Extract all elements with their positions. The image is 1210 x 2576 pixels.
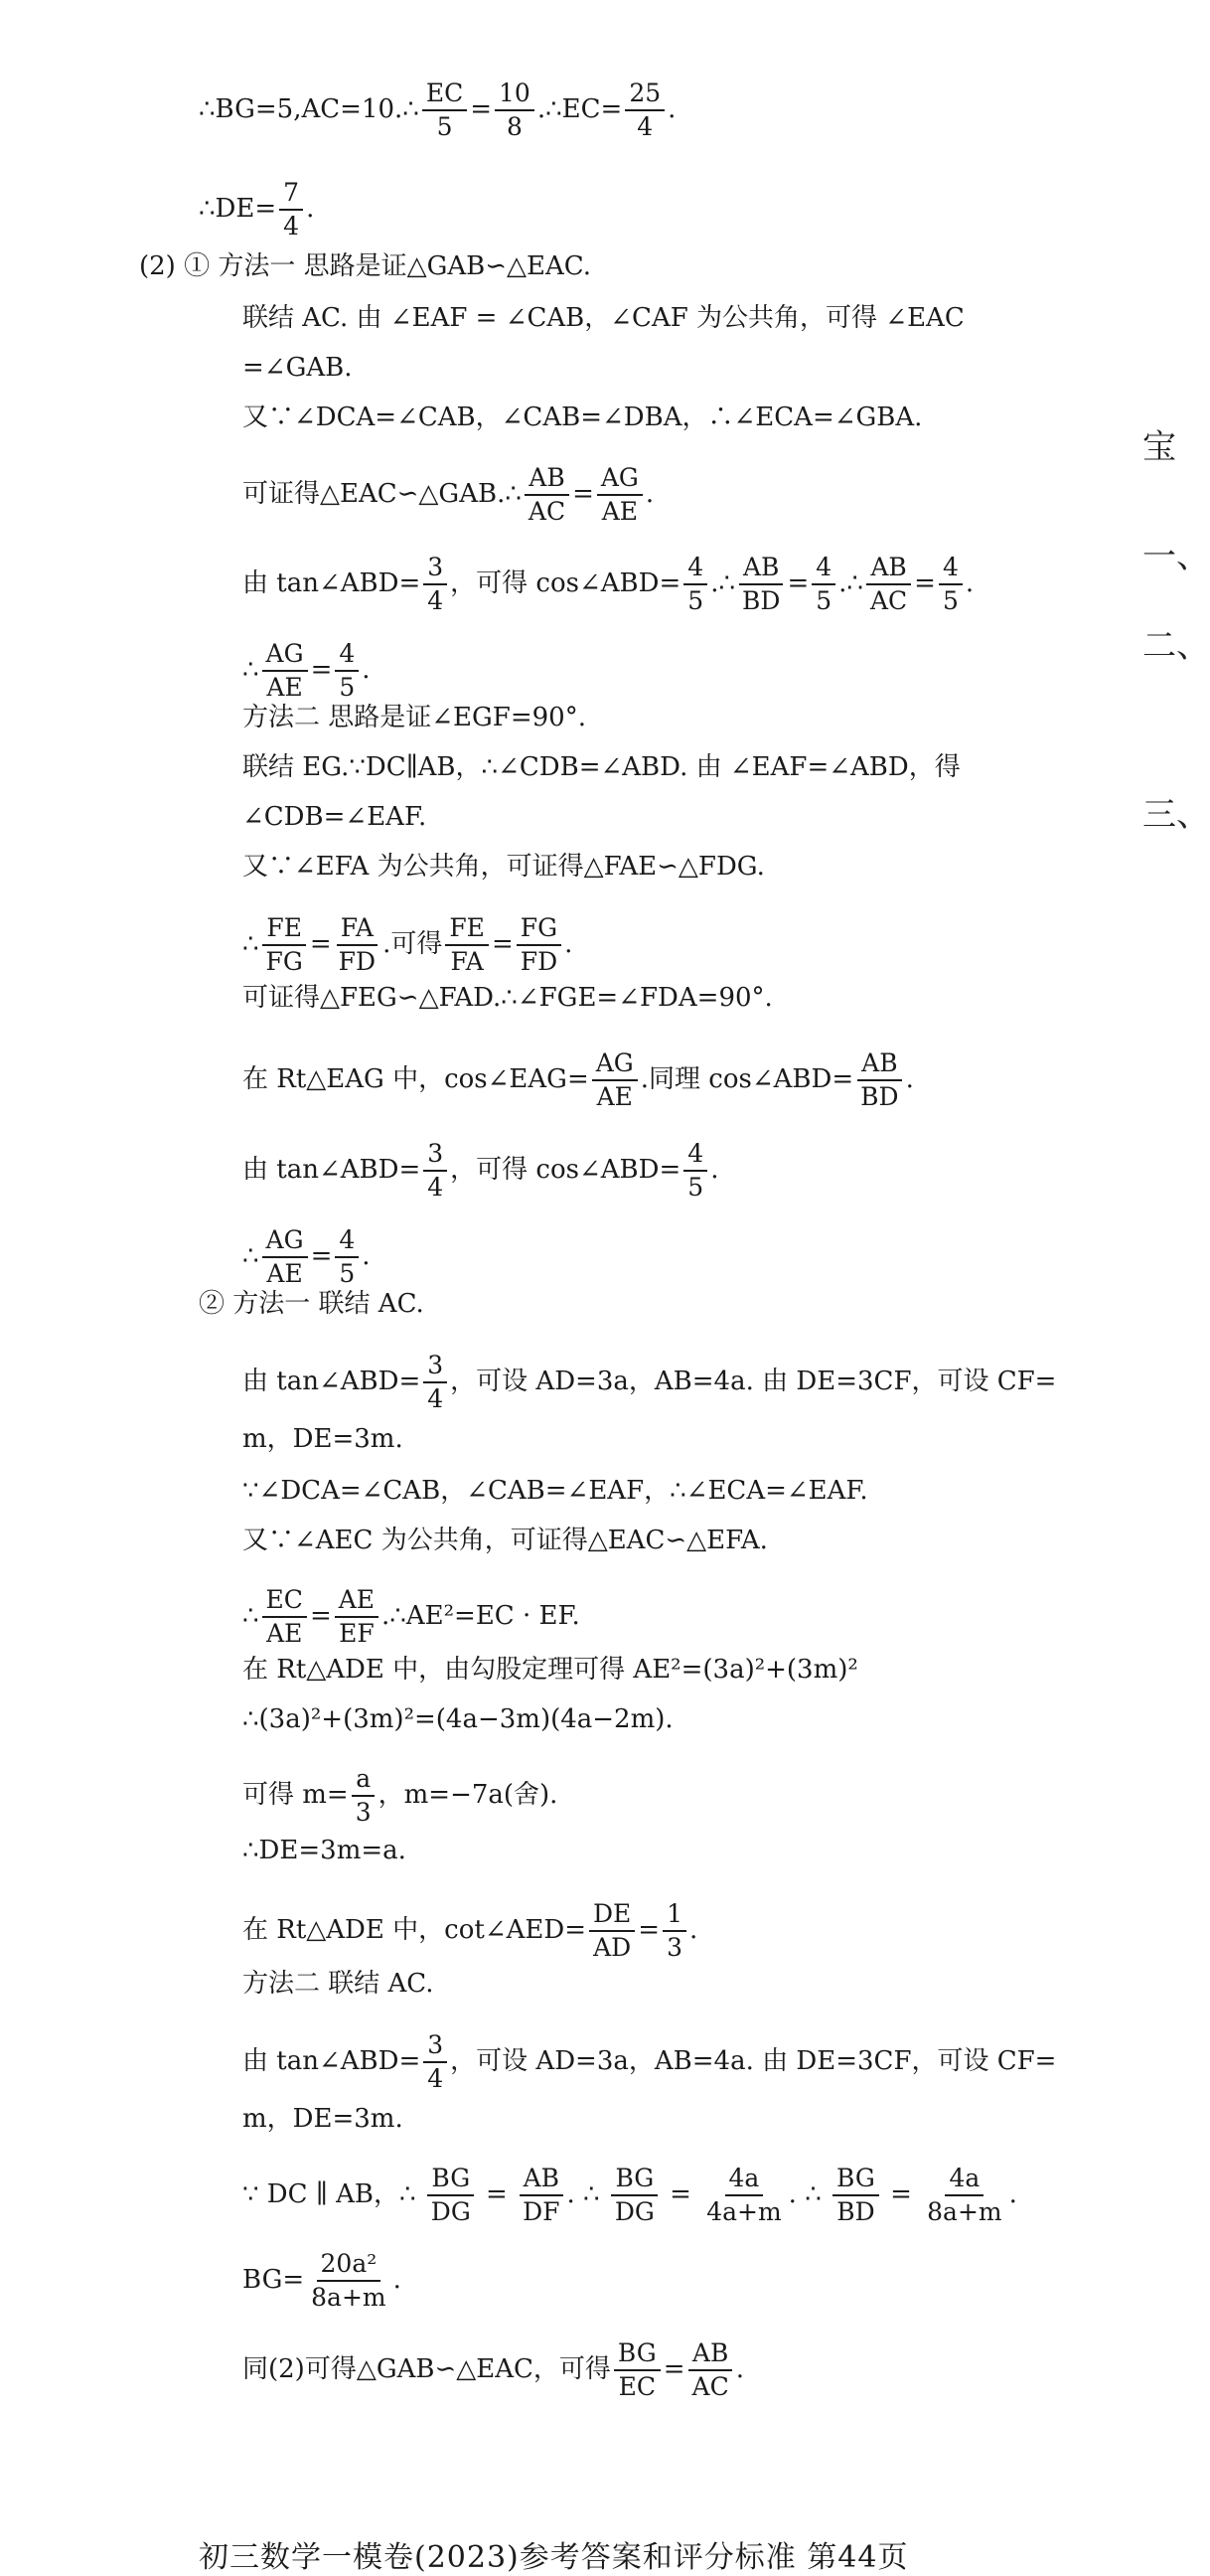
text-segment: .∴ — [838, 568, 863, 598]
solution-line — [242, 1831, 406, 1870]
fraction-denominator: 4 — [427, 2064, 444, 2093]
solution-line — [242, 1898, 697, 1964]
solution-line — [139, 246, 591, 286]
fraction-denominator: AD — [593, 1933, 632, 1962]
solution-line — [242, 348, 353, 388]
text-segment: .∴EC= — [536, 94, 623, 124]
fraction — [262, 638, 308, 704]
solution-line — [199, 1284, 424, 1324]
text-segment: 又∵∠EFA 为公共角，可证得△FAE∽△FDG. — [242, 852, 765, 882]
text-segment: 由 tan∠ABD= — [242, 2046, 421, 2076]
fraction — [423, 1138, 447, 1204]
fraction-denominator: 5 — [339, 1259, 356, 1288]
fraction — [614, 2337, 661, 2403]
text-segment: 联结 AC. 由 ∠EAF = ∠CAB，∠CAF 为公共角，可得 ∠EAC — [242, 303, 965, 333]
fraction — [683, 552, 707, 617]
text-segment: . — [905, 1064, 914, 1094]
fraction — [335, 912, 379, 978]
fraction — [519, 2163, 563, 2228]
fraction-numerator: BG — [611, 2163, 658, 2196]
text-segment: = — [787, 568, 810, 598]
fraction-numerator: 3 — [423, 1138, 447, 1172]
fraction-denominator: EF — [339, 1619, 375, 1648]
fraction-denominator: 4 — [427, 586, 444, 615]
fraction — [423, 1350, 447, 1415]
fraction — [625, 78, 665, 143]
solution-line — [242, 1419, 403, 1459]
text-segment: 由 tan∠ABD= — [242, 1155, 421, 1185]
fraction — [335, 638, 359, 704]
fraction-denominator: BD — [836, 2197, 875, 2226]
fraction-numerator: FE — [262, 912, 306, 946]
fraction-denominator: 5 — [942, 586, 959, 615]
fraction-numerator: BG — [427, 2163, 474, 2196]
text-segment: = — [310, 1241, 333, 1271]
text-segment: ，可得 cos∠ABD= — [450, 568, 681, 598]
fraction-denominator: FD — [520, 947, 558, 976]
fraction-numerator: AG — [592, 1047, 638, 1081]
fraction-denominator: DF — [523, 2197, 560, 2226]
fraction-denominator: 5 — [687, 586, 704, 615]
fraction-denominator: AC — [691, 2372, 729, 2401]
text-segment: 由 tan∠ABD= — [242, 1367, 421, 1396]
text-segment: BG= — [242, 2265, 305, 2295]
text-segment: 联结 EG.∵DC∥AB，∴∠CDB=∠ABD. 由 ∠EAF=∠ABD，得 — [242, 752, 961, 782]
margin-fragment: 一、 — [1142, 537, 1210, 576]
text-segment: . — [362, 655, 371, 685]
solution-line — [242, 1964, 434, 2004]
solution-line — [242, 1047, 914, 1113]
text-segment: . ∴ — [566, 2179, 608, 2209]
fraction-denominator: 5 — [687, 1173, 704, 1202]
text-segment: = — [914, 568, 936, 598]
solution-line — [242, 638, 371, 704]
fraction-numerator: AB — [520, 2163, 563, 2196]
solution-line — [242, 1650, 858, 1690]
text-segment: = — [491, 929, 514, 959]
solution-line — [242, 797, 426, 837]
fraction-numerator: EC — [422, 78, 467, 111]
solution-line — [242, 462, 654, 528]
fraction — [663, 1898, 686, 1964]
text-segment: = — [881, 2179, 921, 2209]
fraction — [279, 177, 303, 242]
text-segment: ∵∠DCA=∠CAB，∠CAB=∠EAF，∴∠ECA=∠EAF. — [242, 1476, 868, 1506]
text-segment: . — [564, 929, 573, 959]
solution-line — [242, 1471, 868, 1511]
fraction — [262, 1584, 307, 1650]
fraction-denominator: 4 — [427, 1173, 444, 1202]
text-segment: ，可得 cos∠ABD= — [450, 1155, 681, 1185]
fraction-denominator: AE — [596, 1082, 633, 1111]
fraction — [597, 462, 643, 528]
fraction-numerator: AG — [262, 1224, 308, 1258]
text-segment: . — [689, 1915, 698, 1945]
solution-line — [242, 978, 773, 1018]
solution-line — [242, 298, 965, 338]
text-segment: .可得 — [382, 929, 443, 959]
fraction-numerator: 25 — [625, 78, 665, 111]
fraction-denominator: 8 — [506, 112, 523, 141]
text-segment: = — [310, 655, 333, 685]
text-segment: (2) ① 方法一 思路是证△GAB∽△EAC. — [139, 251, 592, 281]
text-segment: 又∵∠DCA=∠CAB，∠CAB=∠DBA，∴∠ECA=∠GBA. — [242, 402, 923, 432]
fraction — [702, 2163, 785, 2228]
solution-line — [242, 2099, 403, 2139]
fraction-numerator: FE — [445, 912, 489, 946]
solution-line — [242, 1350, 1056, 1415]
fraction-numerator: BG — [832, 2163, 879, 2196]
solution-line — [242, 2029, 1056, 2095]
fraction-numerator: 4a — [945, 2163, 983, 2196]
fraction — [495, 78, 534, 143]
text-segment: 在 Rt△ADE 中，由勾股定理可得 AE²=(3a)²+(3m)² — [242, 1655, 858, 1685]
fraction-numerator: AB — [857, 1047, 901, 1081]
fraction-numerator: 4 — [335, 638, 359, 672]
fraction-numerator: DE — [589, 1898, 635, 1932]
text-segment: = — [638, 1915, 661, 1945]
fraction-numerator: FA — [337, 912, 378, 946]
text-segment: ，可设 AD=3a，AB=4a. 由 DE=3CF，可设 CF= — [450, 1367, 1057, 1396]
solution-line — [242, 1521, 768, 1560]
solution-line — [242, 1224, 371, 1290]
fraction-denominator: 8a+m — [311, 2283, 386, 2312]
fraction — [445, 912, 489, 978]
fraction-denominator: AC — [528, 497, 566, 526]
fraction-numerator: EC — [262, 1584, 307, 1618]
solution-line — [199, 78, 676, 143]
fraction-numerator: 4 — [939, 552, 963, 585]
fraction — [352, 1763, 376, 1829]
fraction-denominator: 5 — [816, 586, 832, 615]
fraction-numerator: 4 — [335, 1224, 359, 1258]
fraction-numerator: AG — [597, 462, 643, 496]
fraction-numerator: 3 — [423, 552, 447, 585]
solution-line — [199, 177, 314, 242]
fraction-denominator: AE — [266, 1619, 303, 1648]
text-segment: ② 方法一 联结 AC. — [199, 1289, 424, 1319]
text-segment: .∴AE²=EC · EF. — [381, 1601, 580, 1631]
fraction — [592, 1047, 638, 1113]
text-segment: 可证得△EAC∽△GAB.∴ — [242, 479, 522, 509]
fraction-denominator: 4 — [637, 112, 654, 141]
fraction — [525, 462, 569, 528]
fraction-denominator: 4a+m — [706, 2197, 782, 2226]
fraction — [335, 1584, 378, 1650]
text-segment: ∴(3a)²+(3m)²=(4a−3m)(4a−2m). — [242, 1704, 674, 1734]
fraction-numerator: AB — [866, 552, 910, 585]
fraction — [423, 552, 447, 617]
text-segment: .同理 cos∠ABD= — [640, 1064, 854, 1094]
fraction — [832, 2163, 879, 2228]
text-segment: = — [572, 479, 594, 509]
text-segment: ∴DE=3m=a. — [242, 1836, 406, 1865]
text-segment: . — [306, 194, 315, 224]
text-segment: . — [965, 568, 975, 598]
text-segment: . — [735, 2354, 744, 2384]
fraction-denominator: AE — [601, 497, 639, 526]
fraction-denominator: BD — [860, 1082, 899, 1111]
fraction-numerator: 1 — [663, 1898, 686, 1932]
solution-line — [242, 1699, 674, 1739]
fraction — [923, 2163, 1005, 2228]
text-segment: 方法二 联结 AC. — [242, 1969, 434, 1999]
fraction — [738, 552, 784, 617]
fraction — [611, 2163, 659, 2228]
text-segment: m，DE=3m. — [242, 2104, 403, 2134]
fraction-denominator: AE — [266, 673, 303, 702]
fraction-numerator: AG — [262, 638, 308, 672]
fraction-numerator: 4 — [812, 552, 835, 585]
fraction-denominator: 8a+m — [927, 2197, 1002, 2226]
fraction-numerator: AB — [688, 2337, 732, 2371]
solution-line — [242, 552, 974, 617]
fraction — [688, 2337, 733, 2403]
text-segment: 方法二 思路是证∠EGF=90°. — [242, 703, 586, 732]
text-segment: ∴ — [242, 655, 259, 685]
text-segment: . — [392, 2265, 401, 2295]
fraction — [683, 1138, 707, 1204]
fraction-numerator: 4 — [683, 552, 707, 585]
text-segment: ，可设 AD=3a，AB=4a. 由 DE=3CF，可设 CF= — [450, 2046, 1057, 2076]
fraction-numerator: 4 — [683, 1138, 707, 1172]
text-segment: = — [663, 2354, 685, 2384]
solution-line — [242, 398, 922, 437]
text-segment: ∴ — [242, 1241, 259, 1271]
fraction — [422, 78, 467, 143]
fraction-denominator: 3 — [355, 1798, 372, 1827]
solution-line — [242, 2337, 744, 2403]
text-segment: . ∴ — [788, 2179, 831, 2209]
fraction — [856, 1047, 902, 1113]
solution-line — [242, 847, 765, 886]
fraction-denominator: FD — [338, 947, 377, 976]
fraction-denominator: 4 — [427, 1384, 444, 1413]
text-segment: = — [661, 2179, 700, 2209]
text-segment: = — [309, 1601, 332, 1631]
solution-line — [242, 2248, 401, 2314]
text-segment: 可证得△FEG∽△FAD.∴∠FGE=∠FDA=90°. — [242, 983, 773, 1013]
fraction-denominator: DG — [614, 2197, 655, 2226]
fraction — [812, 552, 835, 617]
fraction-numerator: AE — [335, 1584, 378, 1618]
text-segment: . — [645, 479, 655, 509]
text-segment: 又∵∠AEC 为公共角，可证得△EAC∽△EFA. — [242, 1526, 768, 1555]
margin-fragment: 宝 — [1142, 427, 1176, 467]
text-segment: 由 tan∠ABD= — [242, 568, 421, 598]
solution-line — [242, 698, 586, 737]
text-segment: ∴ — [242, 929, 259, 959]
fraction-numerator: FG — [517, 912, 561, 946]
text-segment: . — [362, 1241, 371, 1271]
text-segment: . — [710, 1155, 719, 1185]
text-segment: ∴DE= — [199, 194, 277, 224]
fraction — [589, 1898, 635, 1964]
fraction — [262, 1224, 308, 1290]
fraction-numerator: AB — [739, 552, 783, 585]
text-segment: . — [1008, 2179, 1017, 2209]
text-segment: 在 Rt△EAG 中，cos∠EAG= — [242, 1064, 589, 1094]
fraction — [517, 912, 561, 978]
text-segment: 在 Rt△ADE 中，cot∠AED= — [242, 1915, 586, 1945]
text-segment: 可得 m= — [242, 1780, 349, 1810]
fraction — [866, 552, 911, 617]
fraction-denominator: BD — [742, 586, 781, 615]
text-segment: = — [470, 94, 493, 124]
margin-fragment: 三、 — [1142, 795, 1210, 835]
fraction-denominator: AC — [869, 586, 908, 615]
fraction-denominator: FA — [450, 947, 484, 976]
fraction — [423, 2029, 447, 2095]
fraction-denominator: 5 — [339, 673, 356, 702]
fraction-denominator: DG — [430, 2197, 471, 2226]
fraction-numerator: 3 — [423, 2029, 447, 2063]
fraction-denominator: EC — [618, 2372, 657, 2401]
fraction-numerator: 3 — [423, 1350, 447, 1383]
margin-fragment: 二、 — [1142, 626, 1210, 666]
text-segment: =∠GAB. — [242, 353, 353, 383]
fraction-denominator: 5 — [436, 112, 453, 141]
text-segment: .∴ — [710, 568, 736, 598]
fraction — [939, 552, 963, 617]
text-segment: ∵ DC ∥ AB，∴ — [242, 2179, 424, 2209]
fraction — [262, 912, 307, 978]
solution-line — [242, 1138, 718, 1204]
fraction-numerator: a — [352, 1763, 375, 1797]
text-segment: ∴ — [242, 1601, 259, 1631]
text-segment: ，m=−7a(舍). — [378, 1780, 558, 1810]
fraction-numerator: AB — [525, 462, 568, 496]
solution-line — [242, 912, 572, 978]
text-segment: = — [309, 929, 332, 959]
text-segment: = — [477, 2179, 517, 2209]
text-segment: 同(2)可得△GAB∽△EAC，可得 — [242, 2354, 611, 2384]
solution-line — [242, 2163, 1017, 2228]
solution-line — [242, 1584, 580, 1650]
fraction — [427, 2163, 475, 2228]
solution-line — [242, 747, 961, 787]
fraction-denominator: FG — [265, 947, 303, 976]
text-segment: m，DE=3m. — [242, 1424, 403, 1454]
fraction-denominator: AE — [266, 1259, 303, 1288]
fraction-numerator: 20a² — [317, 2248, 381, 2282]
text-segment: ∴BG=5,AC=10.∴ — [199, 94, 419, 124]
solution-line — [242, 1763, 557, 1829]
page-footer: 初三数学一模卷(2023)参考答案和评分标准 第44页 — [199, 2540, 909, 2575]
fraction-denominator: 4 — [283, 212, 300, 241]
fraction-numerator: 4a — [725, 2163, 764, 2196]
text-segment: . — [668, 94, 677, 124]
fraction — [307, 2248, 389, 2314]
fraction-denominator: 3 — [667, 1933, 682, 1962]
text-segment: ∠CDB=∠EAF. — [242, 802, 427, 832]
fraction-numerator: 7 — [279, 177, 303, 211]
fraction-numerator: 10 — [495, 78, 534, 111]
fraction-numerator: BG — [614, 2337, 661, 2371]
fraction — [335, 1224, 359, 1290]
